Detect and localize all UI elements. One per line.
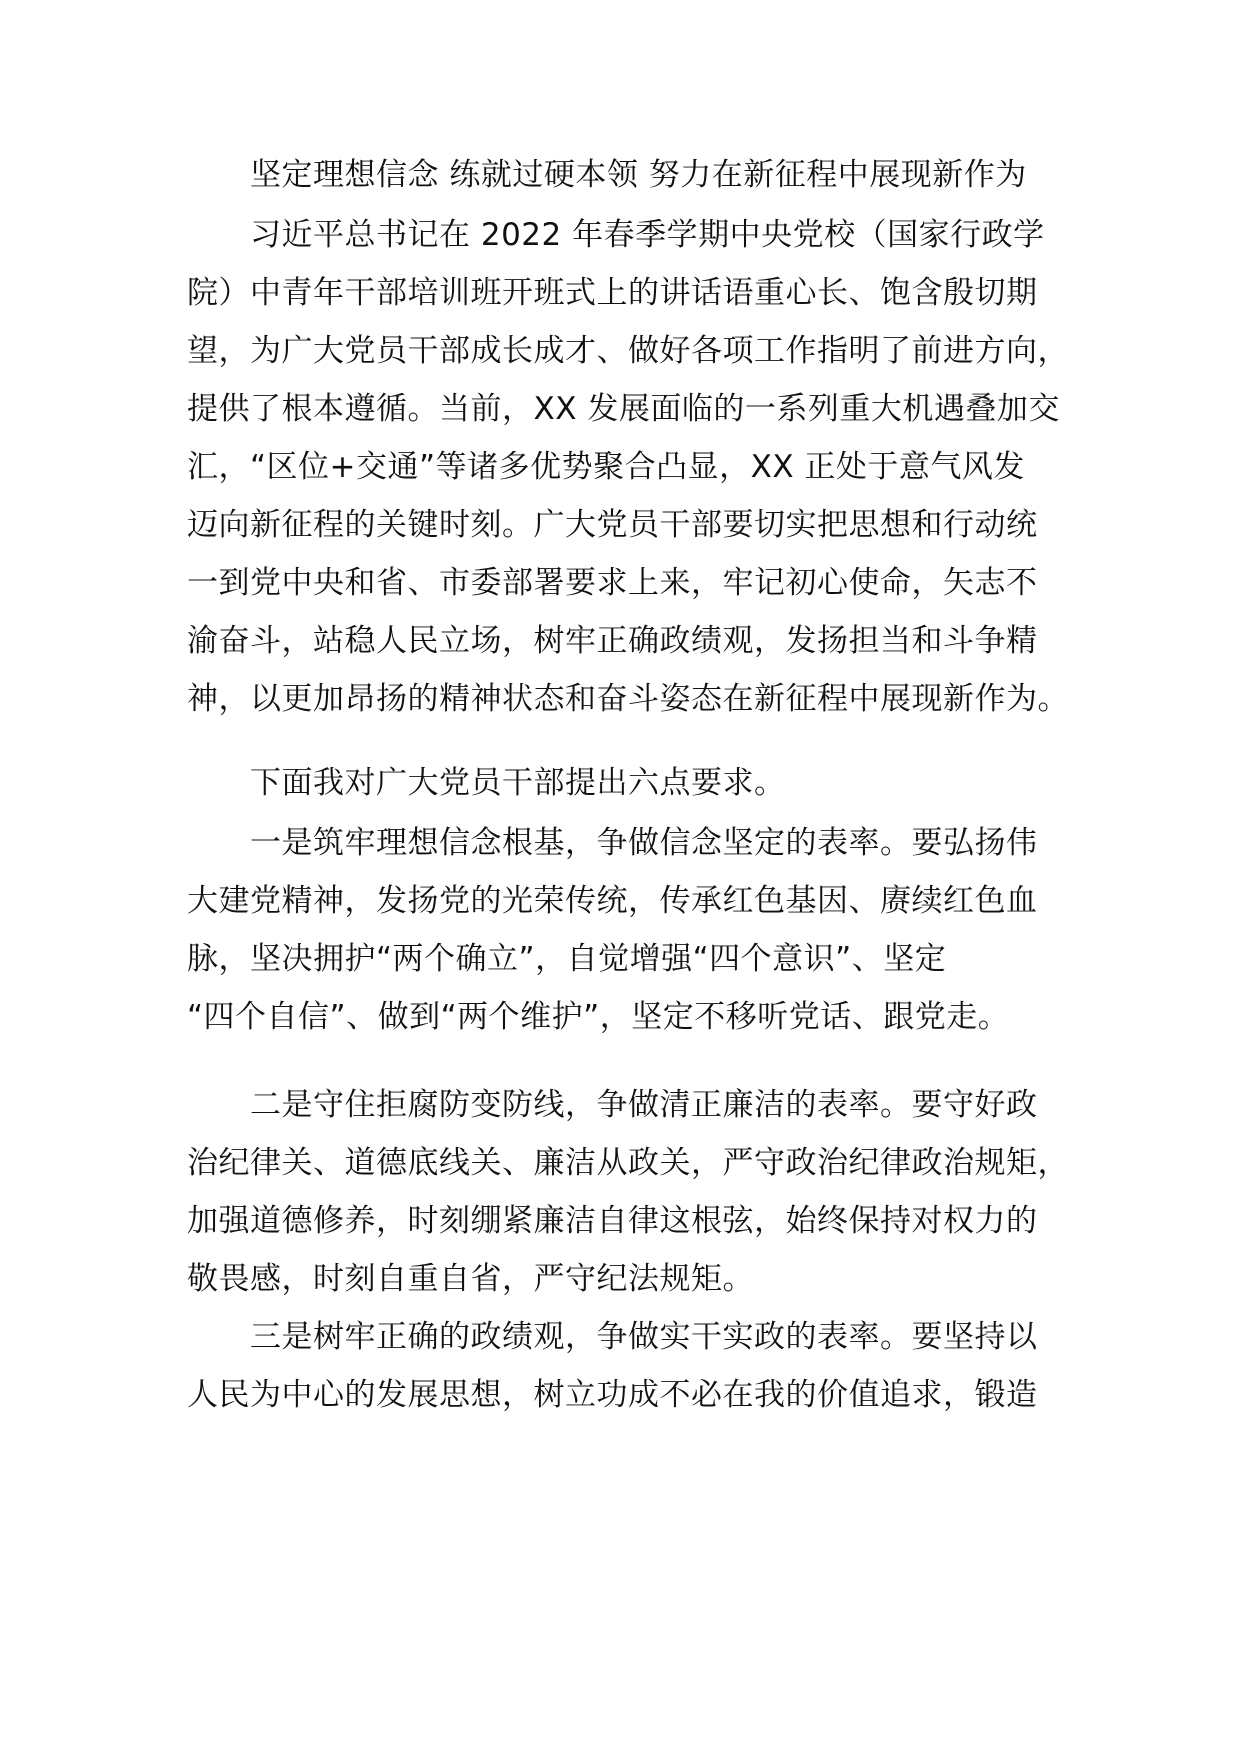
paragraph-line: 望，为广大党员干部成长成才、做好各项工作指明了前进方向， xyxy=(187,333,1069,369)
paragraph-line: 人民为中心的发展思想，树立功成不必在我的价值追求，锻造 xyxy=(187,1377,1038,1413)
paragraph-line: 提供了根本遵循。当前，XX 发展面临的一系列重大机遇叠加交 xyxy=(187,391,1060,427)
paragraph-line: 习近平总书记在 2022 年春季学期中央党校（国家行政学 xyxy=(250,217,1045,253)
paragraph-line: 三是树牢正确的政绩观，争做实干实政的表率。要坚持以 xyxy=(250,1319,1038,1355)
paragraph-line: 汇，“区位+交通”等诸多优势聚合凸显，XX 正处于意气风发 xyxy=(187,449,1025,485)
paragraph-line: 院）中青年干部培训班开班式上的讲话语重心长、饱含殷切期 xyxy=(187,275,1038,311)
paragraph-line: 加强道德修养，时刻绷紧廉洁自律这根弦，始终保持对权力的 xyxy=(187,1203,1038,1239)
paragraph-line: 脉，坚决拥护“两个确立”，自觉增强“四个意识”、坚定 xyxy=(187,941,947,977)
paragraph-line: 神，以更加昂扬的精神状态和奋斗姿态在新征程中展现新作为。 xyxy=(187,681,1069,717)
paragraph-line: 二是守住拒腐防变防线，争做清正廉洁的表率。要守好政 xyxy=(250,1087,1038,1123)
paragraph-line: 一是筑牢理想信念根基，争做信念坚定的表率。要弘扬伟 xyxy=(250,825,1038,861)
document-title: 坚定理想信念 练就过硬本领 努力在新征程中展现新作为 xyxy=(250,157,1027,193)
paragraph-line: 迈向新征程的关键时刻。广大党员干部要切实把思想和行动统 xyxy=(187,507,1038,543)
paragraph-line: 渝奋斗，站稳人民立场，树牢正确政绩观，发扬担当和斗争精 xyxy=(187,623,1038,659)
paragraph-line: 治纪律关、道德底线关、廉洁从政关，严守政治纪律政治规矩， xyxy=(187,1145,1069,1181)
paragraph-line: 下面我对广大党员干部提出六点要求。 xyxy=(250,765,786,801)
paragraph-line: 大建党精神，发扬党的光荣传统，传承红色基因、赓续红色血 xyxy=(187,883,1038,919)
paragraph-line: “四个自信”、做到“两个维护”，坚定不移听党话、跟党走。 xyxy=(187,999,1010,1035)
paragraph-line: 敬畏感，时刻自重自省，严守纪法规矩。 xyxy=(187,1261,754,1297)
paragraph-line: 一到党中央和省、市委部署要求上来，牢记初心使命，矢志不 xyxy=(187,565,1038,601)
